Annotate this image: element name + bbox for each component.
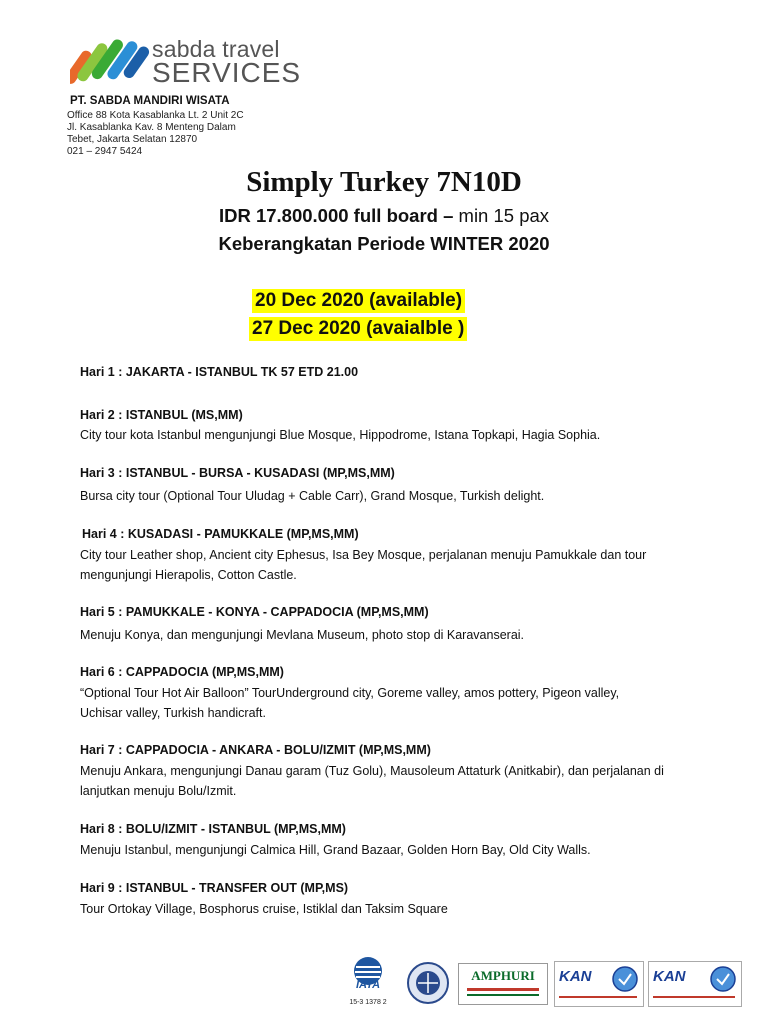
certification-seal-icon [611,965,639,993]
address-line: Office 88 Kota Kasablanka Lt. 2 Unit 2C [67,110,244,121]
iata-logo [340,955,396,1015]
day-description: Bursa city tour (Optional Tour Uludag + Cable Carr), Grand Mosque, Turkish delight. [80,489,545,503]
logo-text-line1: sabda travel [152,36,280,62]
company-name: PT. SABDA MANDIRI WISATA [70,95,230,107]
day-description: “Optional Tour Hot Air Balloon” TourUnderground city, Goreme valley, amos pottery, Pigeon valley, Uchisar valley, Turkish handicraft. [80,686,620,720]
accreditation-logos [340,955,745,1015]
day-description: Menuju Ankara, mengunjungi Danau garam (Tuz Golu), Mausoleum Attaturk (Anitkabir), dan perjalanan di lanjutkan menuju Bolu/Izmit. [80,764,664,798]
day-heading: Hari 8 : BOLU/IZMIT - ISTANBUL (MP,MS,MM) [80,822,346,836]
departure-period: Keberangkatan Periode WINTER 2020 [218,233,550,254]
day-heading: Hari 6 : CAPPADOCIA (MP,MS,MM) [80,665,284,679]
iata-code: 15-3 1378 2 [349,999,387,1006]
address-line: Tebet, Jakarta Selatan 12870 [67,134,198,145]
day-heading: Hari 7 : CAPPADOCIA - ANKARA - BOLU/IZMIT (MP,MS,MM) [80,743,431,757]
day-description: Menuju Istanbul, mengunjungi Calmica Hill, Grand Bazaar, Golden Horn Bay, Old City Walls. [80,843,591,857]
tour-title: Simply Turkey 7N10D [246,166,522,198]
company-logo [70,36,302,96]
kan-logo [554,961,644,1007]
day-heading: Hari 4 : KUSADASI - PAMUKKALE (MP,MS,MM) [82,527,359,541]
ministry-emblem-icon [406,961,450,1005]
day-heading: Hari 1 : JAKARTA - ISTANBUL TK 57 ETD 21.00 [80,365,359,379]
day-description: Menuju Konya, dan mengunjungi Mevlana Museum, photo stop di Karavanserai. [80,628,525,642]
day-description: City tour Leather shop, Ancient city Ephesus, Isa Bey Mosque, perjalanan menuju Pamukkale dan tour mengunjungi Hierapolis, Cotton Castle. [80,548,647,582]
kan-label: KAN [559,968,592,985]
amphuri-label: AMPHURI [471,968,535,983]
day-heading: Hari 3 : ISTANBUL - BURSA - KUSADASI (MP,MS,MM) [80,466,395,480]
iata-label: IATA [355,979,381,991]
day-heading: Hari 9 : ISTANBUL - TRANSFER OUT (MP,MS) [80,881,349,895]
day-description: City tour kota Istanbul mengunjungi Blue Mosque, Hippodrome, Istana Topkapi, Hagia Sophia. [80,428,601,442]
certification-seal-icon [709,965,737,993]
logo-mark-icon [70,36,152,94]
logo-text-line2: SERVICES [152,57,302,88]
address-line: Jl. Kasablanka Kav. 8 Menteng Dalam [67,122,236,133]
departure-date: 27 Dec 2020 (avaialble ) [249,317,467,341]
day-heading: Hari 2 : ISTANBUL (MS,MM) [80,408,243,422]
departure-date: 20 Dec 2020 (available) [252,289,465,313]
amphuri-logo [458,963,548,1005]
min-pax: min 15 pax [453,205,550,226]
price: IDR 17.800.000 full board – [218,205,454,226]
day-heading: Hari 5 : PAMUKKALE - KONYA - CAPPADOCIA (MP,MS,MM) [80,605,429,619]
kan-logo [648,961,742,1007]
kan-label: KAN [653,968,686,985]
day-description: Tour Ortokay Village, Bosphorus cruise, Istiklal dan Taksim Square [80,902,448,916]
price-line [0,205,768,227]
phone-number: 021 – 2947 5424 [67,146,143,157]
